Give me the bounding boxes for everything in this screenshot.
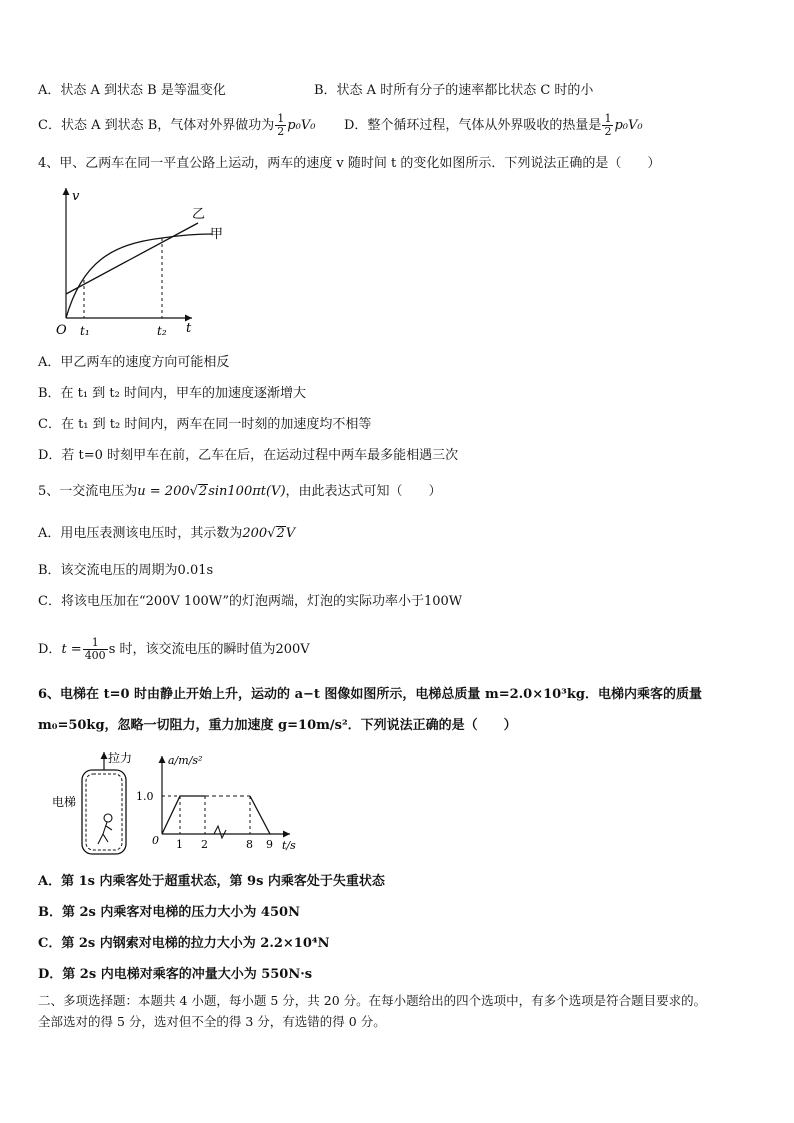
jia-curve: [66, 234, 212, 318]
tick-9: 9: [266, 838, 273, 851]
q3-option-c: C．状态 A 到状态 B，气体对外界做功为 $\frac{1}{2}$ p₀V₀: [38, 112, 316, 138]
origin-label: 0: [152, 834, 159, 847]
a-t-curve: [162, 796, 205, 834]
t-axis-label: t/s: [282, 839, 296, 852]
section2-heading-line2: 全部选对的得 5 分，选对但不全的得 3 分，有选错的得 0 分。: [38, 1014, 386, 1029]
jia-label: 甲: [210, 227, 224, 242]
q6-stem-line2: m₀=50kg，忽略一切阻力，重力加速度 g=10m/s²．下列说法正确的是（ ）: [38, 718, 517, 733]
a-axis-label: a/m/s²: [168, 754, 203, 767]
q4-vt-graph: [52, 182, 252, 342]
elevator-box: [82, 770, 126, 854]
t-axis-label: t: [186, 321, 192, 336]
q6-figure: [50, 746, 310, 858]
axis-break-icon: [214, 826, 226, 838]
tick-2: 2: [201, 838, 208, 851]
q4-option-c: C．在 t₁ 到 t₂ 时间内，两车在同一时刻的加速度均不相等: [38, 417, 372, 432]
elevator-label: 电梯: [52, 795, 77, 809]
q5-option-a: A．用电压表测该电压时，其示数为200√2V: [38, 526, 296, 541]
fraction: $\frac{1}{2}$: [277, 112, 285, 138]
q3-option-d: D．整个循环过程，气体从外界吸收的热量是 $\frac{1}{2}$ p₀V₀: [344, 112, 643, 138]
t1-label: t₁: [80, 324, 90, 338]
q5-option-d: D．t = $\frac{1}{400}$ s 时，该交流电压的瞬时值为200V: [38, 636, 310, 662]
v-axis-label: v: [72, 189, 80, 204]
q3-option-a: A．状态 A 到状态 B 是等温变化: [38, 83, 226, 98]
q6-option-c: C．第 2s 内钢索对电梯的拉力大小为 2.2×10⁴N: [38, 936, 330, 951]
q4-option-b: B．在 t₁ 到 t₂ 时间内，甲车的加速度逐渐增大: [38, 386, 306, 401]
q5-option-c: C．将该电压加在“200V 100W”的灯泡两端，灯泡的实际功率小于100W: [38, 594, 463, 609]
q4-stem: 4、甲、乙两车在同一平直公路上运动，两车的速度 v 随时间 t 的变化如图所示．下列说法正确的是（ ）: [38, 156, 661, 171]
fraction: $\frac{1}{2}$: [604, 112, 612, 138]
q6-option-d: D．第 2s 内电梯对乘客的冲量大小为 550N·s: [38, 967, 313, 982]
q6-option-a: A．第 1s 内乘客处于超重状态，第 9s 内乘客处于失重状态: [38, 874, 385, 889]
q6-stem-line1: 6、电梯在 t=0 时由静止开始上升，运动的 a−t 图像如图所示，电梯总质量 m=2.0×10³kg．电梯内乘客的质量: [38, 687, 702, 702]
section2-heading-line1: 二、多项选择题：本题共 4 小题，每小题 5 分，共 20 分。在每小题给出的四个选项中，有多个选项是符合题目要求的。: [38, 993, 707, 1008]
a-value-label: 1.0: [136, 790, 154, 803]
yi-line: [66, 223, 198, 294]
origin-label: O: [56, 323, 67, 338]
q5-stem: 5、一交流电压为u = 200√2sin100πt(V)，由此表达式可知（ ）: [38, 484, 442, 499]
q5-option-b: B．该交流电压的周期为0.01s: [38, 563, 214, 578]
fraction: $\frac{1}{400}$: [84, 636, 106, 662]
tick-1: 1: [176, 838, 183, 851]
tick-8: 8: [246, 838, 253, 851]
q4-option-a: A．甲乙两车的速度方向可能相反: [38, 355, 230, 370]
passenger-icon: [98, 814, 112, 844]
t2-label: t₂: [157, 324, 167, 338]
pull-label: 拉力: [108, 751, 133, 765]
q6-option-b: B．第 2s 内乘客对电梯的压力大小为 450N: [38, 905, 300, 920]
q4-option-d: D．若 t=0 时刻甲车在前，乙车在后，在运动过程中两车最多能相遇三次: [38, 448, 459, 463]
q3-option-b: B．状态 A 时所有分子的速率都比状态 C 时的小: [314, 83, 594, 98]
yi-label: 乙: [192, 207, 206, 222]
